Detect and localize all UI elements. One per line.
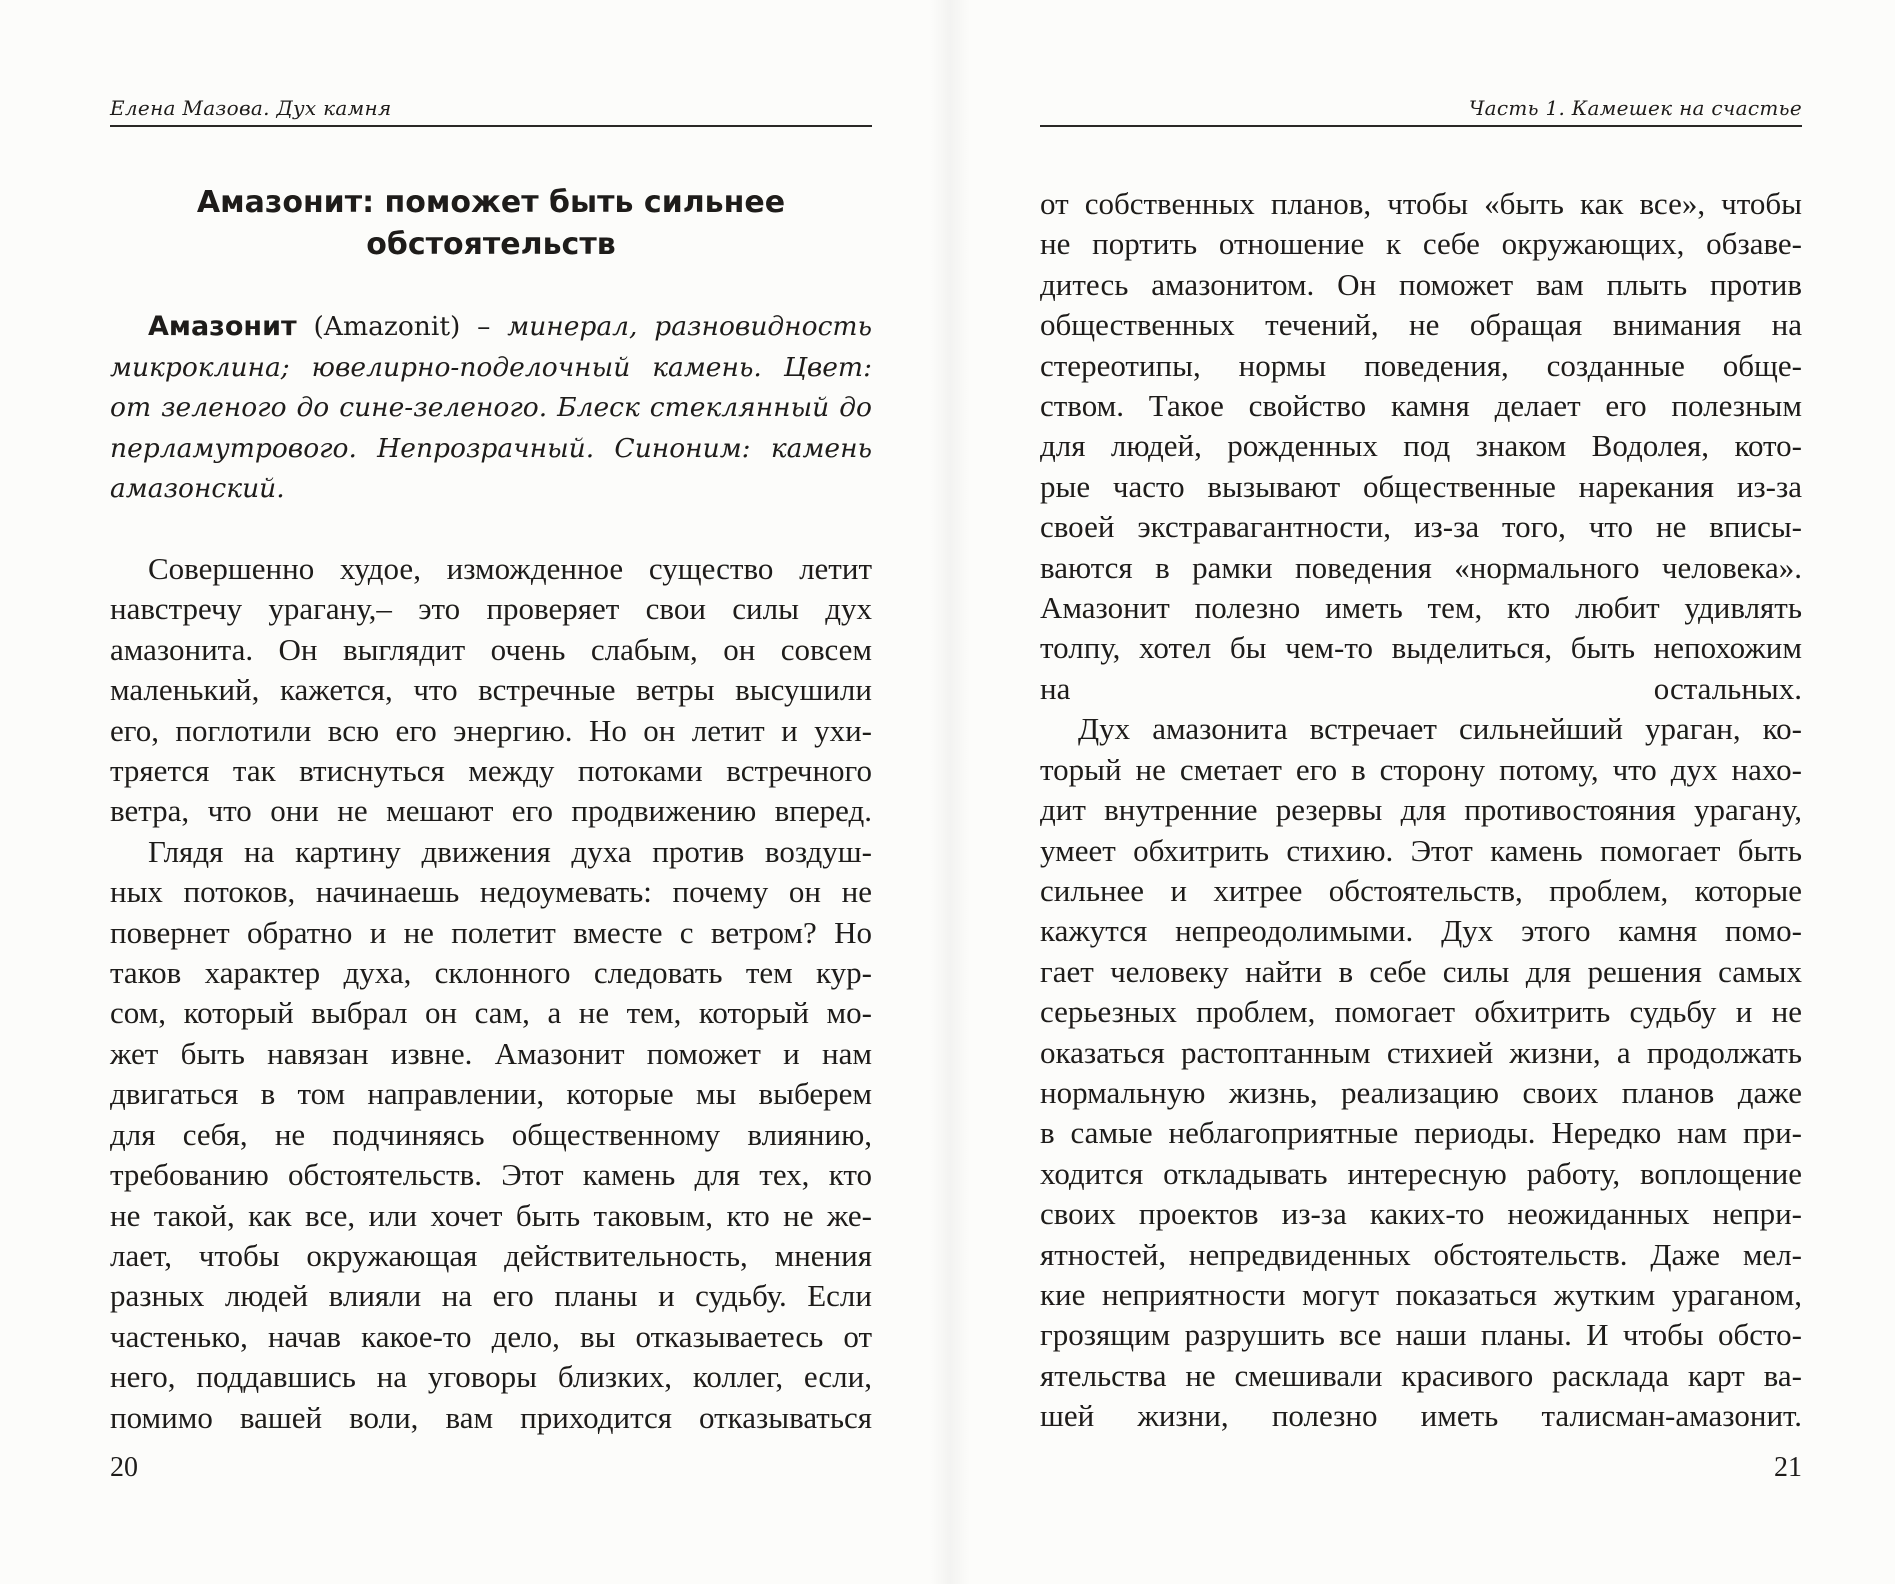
text-line: ятельства не смешивали красивого расклада карт ва-: [1040, 1357, 1802, 1393]
definition-latin: (Amazonit) –: [296, 311, 508, 342]
text-line: требованию обстоятельств. Этот камень для тех, кто: [110, 1157, 872, 1193]
text-line: разных людей влияли на его планы и судьбу. Если: [110, 1278, 872, 1314]
text-line: своей экстравагантности, из-за того, что не вписы-: [1040, 509, 1802, 545]
text-line: двигаться в том направлении, которые мы выберем: [110, 1076, 872, 1112]
book-gutter: [930, 0, 970, 1584]
text-line: навстречу урагану,– это проверяет свои силы дух: [110, 591, 872, 627]
text-line: не портить отношение к себе окружающих, обзаве-: [1040, 226, 1802, 262]
text-line: ством. Такое свойство камня делает его полезным: [1040, 388, 1802, 424]
right-body-text: [1040, 184, 1802, 1437]
text-line: повернет обратно и не полетит вместе с ветром? Но: [110, 914, 872, 950]
text-line: от собственных планов, чтобы «быть как все», чтобы: [1040, 186, 1802, 221]
text-line: ятностей, непредвиденных обстоятельств. Даже мел-: [1040, 1236, 1802, 1272]
text-line: своих проектов из-за каких-то неожиданных непри-: [1040, 1196, 1802, 1232]
text-line: амазонита. Он выглядит очень слабым, он совсем: [110, 631, 872, 667]
definition-line: перламутрового. Непрозрачный. Синоним: камень: [110, 432, 872, 464]
text-line: сом, который выбрал он сам, а не тем, который мо-: [110, 995, 872, 1031]
right-page-number: 21: [1774, 1452, 1802, 1483]
left-page-number: 20: [110, 1452, 138, 1483]
text-line: умеет обхитрить стихию. Этот камень помогает быть: [1040, 832, 1802, 868]
text-line: маленький, кажется, что встречные ветры высушили: [110, 672, 872, 708]
definition-line: от зеленого до сине-зеленого. Блеск стеклянный до: [110, 392, 872, 423]
text-line: лает, чтобы окружающая действительность, мнения: [110, 1237, 872, 1273]
text-line: дит внутренние резервы для противостояния урагану,: [1040, 792, 1802, 828]
text-line: Совершенно худое, изможденное существо летит: [148, 551, 872, 586]
text-line: на остальных.: [1040, 670, 1802, 706]
definition-line: [110, 307, 872, 348]
text-line: его, поглотили всю его энергию. Но он летит и ухи-: [110, 712, 872, 748]
text-line: грозящим разрушить все наши планы. И чтобы обсто-: [1040, 1317, 1802, 1353]
text-line: Амазонит полезно иметь тем, кто любит удивлять: [1040, 590, 1802, 626]
text-line: кие неприятности могут показаться жутким ураганом,: [1040, 1276, 1802, 1312]
left-page: [110, 0, 872, 1584]
right-page: [1040, 0, 1802, 1584]
text-line: таков характер духа, склонного следовать тем кур-: [110, 955, 872, 991]
chapter-title: [110, 182, 872, 266]
text-line: общественных течений, не обращая внимания на: [1040, 307, 1802, 343]
text-line: кажутся непреодолимыми. Дух этого камня помо-: [1040, 913, 1802, 949]
definition-term: Амазонит: [148, 311, 297, 342]
definition-line: микроклина; ювелирно-поделочный камень. Цвет:: [110, 351, 872, 383]
text-line: торый не сметает его в сторону потому, что дух нахо-: [1040, 751, 1802, 787]
text-line: для себя, не подчиняясь общественному влиянию,: [110, 1116, 872, 1152]
text-line: гает человеку найти в себе силы для решения самых: [1040, 953, 1802, 989]
text-line: серьезных проблем, помогает обхитрить судьбу и не: [1040, 994, 1802, 1030]
text-line: него, поддавшись на уговоры близких, коллег, если,: [110, 1359, 872, 1395]
definition-line: амазонский.: [110, 473, 285, 504]
text-line: ваются в рамки поведения «нормального человека».: [1040, 549, 1802, 585]
text-line: тряется так втиснуться между потоками встречного: [110, 753, 872, 789]
text-line: стереотипы, нормы поведения, созданные обще-: [1040, 347, 1802, 383]
text-line: не такой, как все, или хочет быть таковым, кто не же-: [110, 1197, 872, 1233]
text-line: сильнее и хитрее обстоятельств, проблем, которые: [1040, 872, 1802, 908]
text-line: оказаться растоптанным стихией жизни, а продолжать: [1040, 1034, 1802, 1070]
text-line: жет быть навязан извне. Амазонит поможет и нам: [110, 1035, 872, 1071]
chapter-title-line: обстоятельств: [366, 227, 616, 262]
definition-text: минерал, разновидность: [507, 311, 872, 342]
text-line: толпу, хотел бы чем-то выделиться, быть непохожим: [1040, 630, 1802, 666]
text-line: нормальную жизнь, реализацию своих планов даже: [1040, 1074, 1802, 1110]
left-running-head: Елена Мазова. Дух камня: [110, 95, 872, 127]
text-line: помимо вашей воли, вам приходится отказываться: [110, 1399, 872, 1435]
text-line: ных потоков, начинаешь недоумевать: почему он не: [110, 874, 872, 910]
text-line: Дух амазонита встречает сильнейший ураган, ко-: [1078, 711, 1802, 747]
text-line: для людей, рожденных под знаком Водолея, кото-: [1040, 428, 1802, 464]
text-line: рые часто вызывают общественные нарекания из-за: [1040, 468, 1802, 504]
text-line: ходится откладывать интересную работу, воплощение: [1040, 1155, 1802, 1191]
text-line: Глядя на картину движения духа против воздуш-: [148, 833, 872, 869]
text-line: шей жизни, полезно иметь талисман-амазонит.: [1040, 1398, 1802, 1434]
text-line: в самые неблагоприятные периоды. Нередко нам при-: [1040, 1115, 1802, 1151]
chapter-title-line: Амазонит: поможет быть сильнее: [196, 185, 786, 220]
text-line: дитесь амазонитом. Он поможет вам плыть против: [1040, 266, 1802, 302]
text-line: ветра, что они не мешают его продвижению вперед.: [110, 793, 872, 829]
left-body-text: [110, 549, 872, 1438]
mineral-definition: [110, 307, 872, 510]
right-running-head: Часть 1. Камешек на счастье: [1040, 95, 1802, 127]
text-line: частенько, начав какое-то дело, вы отказываетесь от: [110, 1318, 872, 1354]
